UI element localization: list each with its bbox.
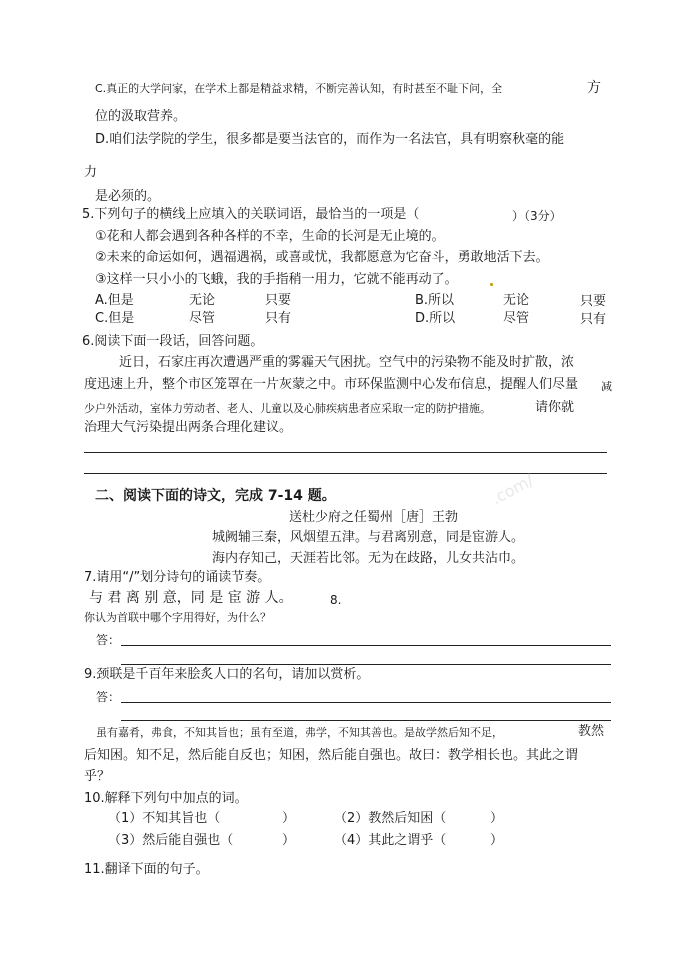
q8-stem: 你认为首联中哪个字用得好，为什么？ [84, 611, 271, 624]
q10-item-2: （2）教然后知困（ [334, 811, 447, 826]
q7-stem: 7.请用“/”划分诗句的诵读节奏。 [84, 570, 271, 585]
passage-line3: 乎？ [84, 769, 111, 784]
answer-line [121, 720, 611, 721]
passage-line1: 虽有嘉肴，弗食，不知其旨也；虽有至道，弗学，不知其善也。是故学然后知不足， [96, 726, 503, 739]
answer-line [84, 452, 607, 453]
q6-paragraph-line4: 治理大气污染提出两条合理化建议。 [84, 420, 293, 435]
q10-item-3: （3）然后能自强也（ [108, 833, 234, 848]
q5-option-b-2: 无论 [503, 293, 530, 308]
q5-option-a-3: 只要 [265, 293, 292, 308]
answer-line [121, 664, 611, 665]
q5-option-c-3: 只有 [265, 311, 292, 326]
q10-item-4-end: ） [490, 833, 504, 848]
q10-stem: 10.解释下列句中加点的词。 [84, 791, 248, 806]
poem-line-1: 城阙辅三秦，风烟望五津。与君离别意，同是宦游人。 [212, 530, 525, 545]
passage-line1-end: 教然 [578, 724, 605, 739]
q10-item-4: （4）其此之谓乎（ [334, 833, 447, 848]
q4-option-c-line1-end: 方 [587, 80, 601, 96]
q5-option-c-1: C.但是 [95, 311, 135, 326]
passage-line2: 后知困。知不足，然后能自反也；知困，然后能自强也。故曰：教学相长也。其此之谓 [84, 748, 579, 763]
q5-option-a-1: A.但是 [95, 293, 134, 308]
q10-item-3-end: ） [282, 833, 296, 848]
answer-line [121, 702, 611, 703]
q5-option-b-1: B.所以 [415, 293, 455, 308]
q4-option-c-line2: 位的汲取营养。 [95, 109, 187, 124]
q5-sentence-1: ①花和人都会遇到各种各样的不幸，生命的长河是无止境的。 [95, 229, 445, 244]
q4-option-d-line1: D.咱们法学院的学生，很多都是要当法官的，而作为一名法官，具有明察秋毫的能 [95, 132, 565, 147]
q5-stem-end: ）（3分） [512, 209, 562, 223]
q5-sentence-2: ②未来的命运如何，遇福遇祸，或喜或忧，我都愿意为它奋斗，勇敢地活下去。 [95, 250, 549, 265]
watermark: .com/ [488, 470, 537, 509]
poem-title: 送杜少府之任蜀州［唐］王勃 [289, 510, 459, 525]
q6-stem: 6.阅读下面一段话，回答问题。 [82, 334, 264, 349]
q5-stem: 5.下列句子的横线上应填入的关联词语，最恰当的一项是（ [82, 207, 420, 222]
q4-option-d-line2: 力 [84, 165, 98, 180]
q5-option-b-3: 只要 [580, 294, 607, 309]
q8-number: 8. [330, 593, 342, 607]
q6-paragraph-line2-end: 减 [601, 380, 612, 393]
q10-item-1: （1）不知其旨也（ [108, 811, 221, 826]
q7-poem-line: 与 君 离 别 意，同 是 宦 游 人。 [89, 590, 293, 606]
q8-answer-label: 答： [96, 633, 121, 647]
q11-stem: 11.翻译下面的句子。 [84, 862, 209, 877]
q5-option-a-2: 无论 [189, 293, 216, 308]
q6-paragraph-line3: 少户外活动，室体力劳动者、老人、儿童以及心肺疾病患者应采取一定的防护措施。 [84, 402, 491, 415]
q10-item-2-end: ） [490, 811, 504, 826]
answer-line [121, 645, 611, 646]
poem-line-2: 海内存知己，天涯若比邻。无为在歧路，儿女共沾巾。 [212, 551, 525, 566]
q5-option-d-2: 尽管 [503, 311, 530, 326]
section-heading: 二、阅读下面的诗文，完成 7-14 题。 [95, 488, 336, 504]
q4-option-c-line1: C.真正的大学问家，在学术上都是精益求精，不断完善认知，有时甚至不耻下问，全 [95, 82, 503, 95]
q5-option-d-1: D.所以 [415, 311, 456, 326]
q10-item-1-end: ） [282, 811, 296, 826]
q6-paragraph-line1: 近日，石家庄再次遭遇严重的雾霾天气困扰。空气中的污染物不能及时扩散，浓 [119, 355, 575, 370]
q6-paragraph-line3-end: 请你就 [535, 400, 575, 415]
q5-option-c-2: 尽管 [189, 311, 216, 326]
q5-option-d-3: 只有 [580, 312, 607, 327]
q5-sentence-3: ③这样一只小小的飞蛾，我的手指稍一用力，它就不能再动了。 [95, 272, 458, 287]
q4-option-d-line3: 是必须的。 [95, 189, 161, 204]
q9-answer-label: 答： [96, 690, 121, 704]
q9-stem: 9.颈联是千百年来脍炙人口的名句，请加以赏析。 [84, 667, 370, 682]
q6-paragraph-line2: 度迅速上升，整个市区笼罩在一片灰蒙之中。市环保监测中心发布信息，提醒人们尽量 [84, 377, 579, 392]
emphasis-dot [490, 283, 493, 286]
